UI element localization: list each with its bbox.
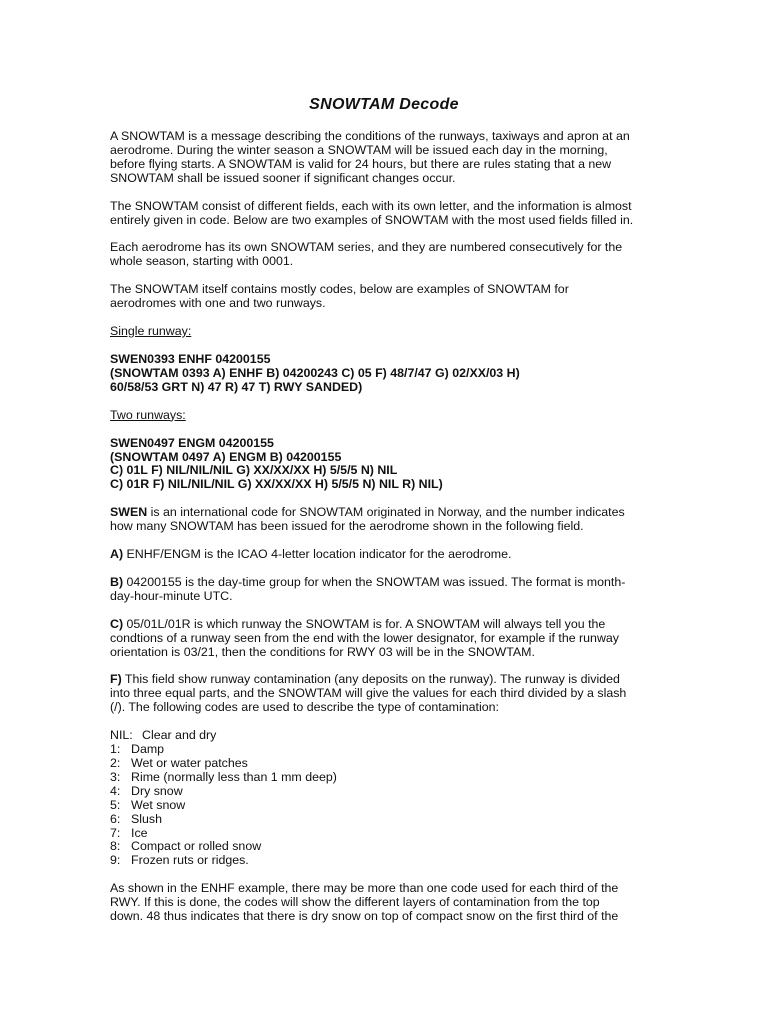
list-item: [110, 771, 655, 785]
code-label: 2:: [110, 756, 121, 770]
text-line: entirely given in code. Below are two examples of SNOWTAM with the most used fields filled in.: [110, 212, 634, 227]
single-runway-example: [110, 353, 655, 395]
list-item: [110, 743, 655, 757]
single-runway-heading: [110, 325, 655, 339]
text-run: is an international code for SNOWTAM originated in Norway, and the number indicates: [147, 505, 625, 520]
fields-paragraph: [110, 200, 655, 228]
layers-paragraph: [110, 882, 655, 924]
text-line: down. 48 thus indicates that there is dry snow on top of compact snow on the first third of the: [110, 909, 619, 924]
section-heading: Two runways:: [110, 407, 186, 422]
code-description: Frozen ruts or ridges.: [131, 853, 249, 868]
code-line: (SNOWTAM 0393 A) ENHF B) 04200243 C) 05 F) 48/7/47 G) 02/XX/03 H): [110, 365, 520, 380]
text-line: orientation is 03/21, then the conditions for RWY 03 will be in the SNOWTAM.: [110, 644, 535, 659]
field-b-paragraph: [110, 576, 655, 604]
field-f-paragraph: [110, 673, 655, 715]
text-line: into three equal parts, and the SNOWTAM will give the values for each third divided by a slash: [110, 686, 627, 701]
code-line: 60/58/53 GRT N) 47 R) 47 T) RWY SANDED): [110, 379, 363, 394]
code-line: C) 01L F) NIL/NIL/NIL G) XX/XX/XX H) 5/5/5 N) NIL: [110, 463, 398, 478]
list-item: [110, 799, 655, 813]
text-line: Each aerodrome has its own SNOWTAM series, and they are numbered consecutively for the: [110, 240, 623, 255]
intro-paragraph: [110, 130, 655, 186]
code-description: Clear and dry: [142, 728, 217, 743]
text-line: [110, 576, 655, 590]
code-label: 7:: [110, 825, 121, 840]
document-title: SNOWTAM Decode: [309, 96, 459, 113]
code-description: Rime (normally less than 1 mm deep): [131, 769, 337, 784]
text-line: A SNOWTAM is a message describing the conditions of the runways, taxiways and apron at an: [110, 129, 630, 143]
section-heading: Single runway:: [110, 324, 192, 339]
text-line: As shown in the ENHF example, there may be more than one code used for each third of the: [110, 881, 619, 896]
code-line: C) 01R F) NIL/NIL/NIL G) XX/XX/XX H) 5/5/5 N) NIL R) NIL): [110, 477, 443, 492]
code-label: 4:: [110, 783, 121, 798]
field-lead: F): [110, 672, 122, 687]
code-description: Damp: [131, 742, 165, 757]
list-item: [110, 757, 655, 771]
field-lead: C): [110, 616, 124, 631]
field-lead: SWEN: [110, 505, 148, 520]
list-item: [110, 813, 655, 827]
list-item: [110, 729, 655, 743]
text-run: 05/01L/01R is which runway the SNOWTAM is for. A SNOWTAM will always tell you the: [123, 616, 606, 631]
code-description: Ice: [131, 825, 148, 840]
list-item: [110, 854, 655, 868]
field-c-paragraph: [110, 618, 655, 660]
text-line: SNOWTAM shall be issued sooner if significant changes occur.: [110, 170, 456, 185]
code-label: 8:: [110, 839, 121, 854]
text-line: before flying starts. A SNOWTAM is valid for 24 hours, but there are rules stating that a new: [110, 156, 612, 171]
code-label: 9:: [110, 853, 121, 868]
code-label: 3:: [110, 769, 121, 784]
list-item: [110, 827, 655, 841]
text-line: condtions of a runway seen from the end with the lower designator, for example if the runway: [110, 630, 619, 645]
contamination-code-list: [110, 729, 655, 868]
code-label: 1:: [110, 742, 121, 757]
document-body: [110, 130, 655, 938]
code-label: 5:: [110, 797, 121, 812]
text-line: [110, 618, 655, 632]
series-paragraph: [110, 241, 655, 269]
code-line: SWEN0393 ENHF 04200155: [110, 351, 271, 366]
list-item: [110, 785, 655, 799]
list-item: [110, 840, 655, 854]
text-line: aerodromes with one and two runways.: [110, 296, 326, 311]
text-line: aerodrome. During the winter season a SNOWTAM will be issued each day in the morning,: [110, 142, 608, 157]
codes-paragraph: [110, 283, 655, 311]
text-line: how many SNOWTAM has been issued for the aerodrome shown in the following field.: [110, 519, 584, 534]
field-lead: B): [110, 574, 124, 589]
text-line: The SNOWTAM itself contains mostly codes, below are examples of SNOWTAM for: [110, 282, 569, 297]
code-description: Compact or rolled snow: [131, 839, 262, 854]
text-line: whole season, starting with 0001.: [110, 254, 294, 269]
text-line: [110, 673, 655, 687]
code-line: (SNOWTAM 0497 A) ENGM B) 04200155: [110, 449, 342, 464]
code-description: Slush: [131, 811, 162, 826]
code-description: Dry snow: [131, 783, 183, 798]
text-run: ENHF/ENGM is the ICAO 4-letter location indicator for the aerodrome.: [123, 547, 512, 562]
text-line: [110, 506, 655, 520]
field-lead: A): [110, 547, 124, 562]
text-line: The SNOWTAM consist of different fields, each with its own letter, and the information is almost: [110, 198, 632, 213]
code-description: Wet snow: [131, 797, 186, 812]
code-label: 6:: [110, 811, 121, 826]
two-runways-example: [110, 437, 655, 493]
code-label: NIL:: [110, 728, 133, 743]
text-run: This field show runway contamination (any deposits on the runway). The runway is divided: [121, 672, 620, 687]
text-run: 04200155 is the day-time group for when the SNOWTAM was issued. The format is month-: [123, 574, 626, 589]
field-a-paragraph: [110, 548, 655, 562]
text-line: day-hour-minute UTC.: [110, 588, 233, 603]
swen-paragraph: [110, 506, 655, 534]
two-runways-heading: [110, 409, 655, 423]
text-line: RWY. If this is done, the codes will show the different layers of contamination from the top: [110, 895, 600, 910]
code-line: SWEN0497 ENGM 04200155: [110, 435, 274, 450]
code-description: Wet or water patches: [131, 756, 248, 770]
text-line: [110, 548, 655, 562]
text-line: (/). The following codes are used to describe the type of contamination:: [110, 700, 499, 715]
